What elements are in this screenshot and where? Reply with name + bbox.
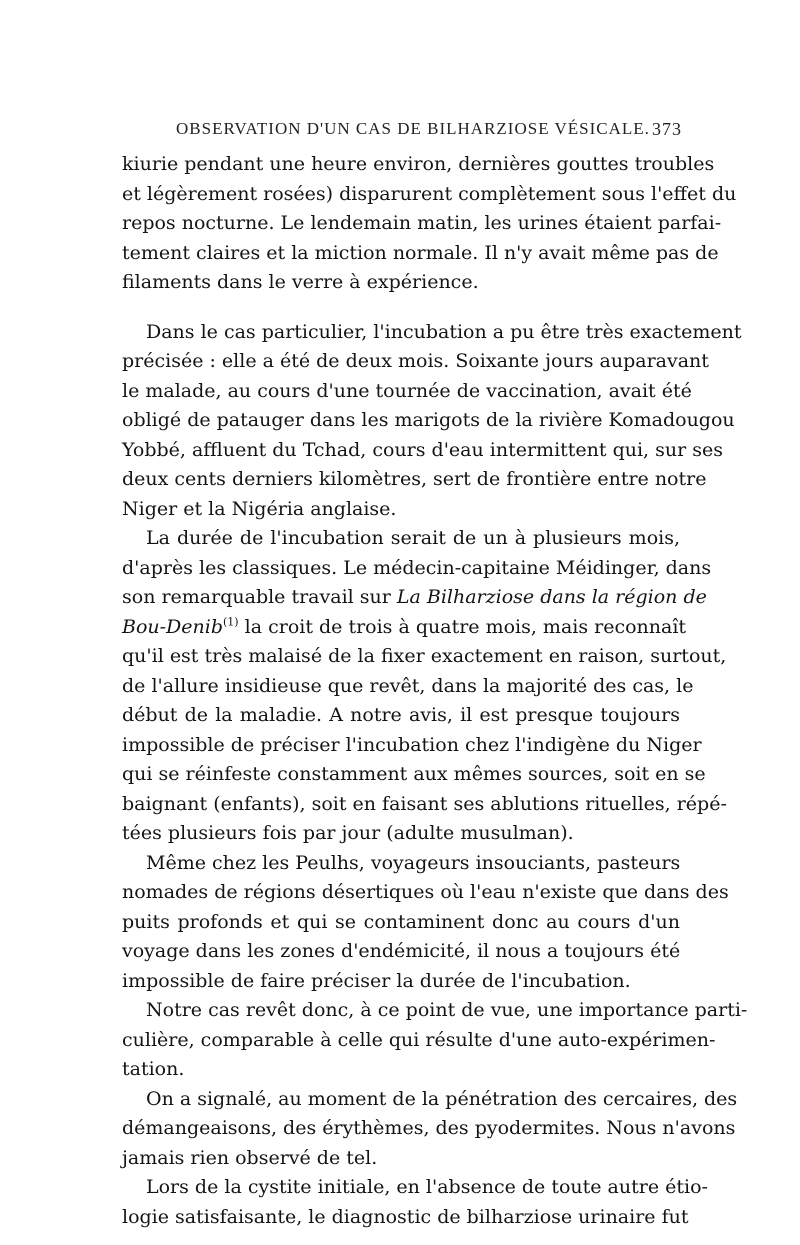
text-span: la croit de trois à quatre mois, mais reconnaît: [238, 615, 687, 638]
page-number: 373: [652, 119, 682, 139]
text-line: nomades de régions désertiques où l'eau n'existe que dans des: [122, 881, 729, 903]
footnote-marker: (1): [223, 615, 239, 629]
text-span: son remarquable travail sur: [122, 586, 397, 608]
text-line: Yobbé, affluent du Tchad, cours d'eau intermittent qui, sur ses: [122, 438, 723, 461]
paragraph: [122, 996, 748, 1085]
text-line: culière, comparable à celle qui résulte d'une auto-expérimen-: [122, 1028, 716, 1051]
text-line: filaments dans le verre à expérience.: [122, 271, 479, 293]
paragraph: [122, 318, 742, 525]
text-line: baignant (enfants), soit en faisant ses ablutions rituelles, répé-: [122, 792, 727, 815]
text-line: puits profonds et qui se contaminent donc au cours d'un: [122, 910, 680, 933]
text-line: Dans le cas particulier, l'incubation a pu être très exactement: [146, 320, 742, 343]
text-line: Même chez les Peulhs, voyageurs insouciants, pasteurs: [146, 851, 681, 874]
text-line: obligé de patauger dans les marigots de la rivière Komadougou: [122, 409, 735, 431]
text-line: tation.: [122, 1058, 185, 1080]
text-line: précisée : elle a été de deux mois. Soixante jours auparavant: [122, 350, 709, 372]
text-line: et légèrement rosées) disparurent complètement sous l'effet du: [122, 182, 737, 205]
text-line: logie satisfaisante, le diagnostic de bilharziose urinaire fut: [122, 1205, 689, 1228]
paragraph: [122, 1173, 708, 1232]
text-line: tées plusieurs fois par jour (adulte musulman).: [122, 822, 574, 844]
text-line: On a signalé, au moment de la pénétration des cercaires, des: [146, 1087, 738, 1110]
paragraph: [122, 524, 727, 849]
text-line: deux cents derniers kilomètres, sert de frontière entre notre: [122, 468, 707, 490]
text-line: repos nocturne. Le lendemain matin, les urines étaient parfai-: [122, 212, 722, 234]
text-line: kiurie pendant une heure environ, dernières gouttes troubles: [122, 153, 715, 175]
paragraph: [122, 849, 729, 997]
text-line: Lors de la cystite initiale, en l'absence de toute autre étio-: [146, 1176, 708, 1198]
text-line: [122, 613, 687, 643]
text-line: impossible de faire préciser la durée de l'incubation.: [122, 969, 631, 992]
text-line: début de la maladie. A notre avis, il est presque toujours: [122, 704, 680, 726]
paragraph: [122, 150, 737, 298]
text-line: qui se réinfeste constamment aux mêmes sources, soit en se: [122, 763, 706, 785]
text-line: jamais rien observé de tel.: [122, 1146, 378, 1169]
text-line: le malade, au cours d'une tournée de vaccination, avait été: [122, 379, 692, 402]
paragraph-gap: [122, 298, 680, 318]
text-line: [122, 583, 707, 613]
paragraph: [122, 1085, 738, 1174]
text-line: voyage dans les zones d'endémicité, il nous a toujours été: [122, 940, 681, 962]
body-text: [122, 150, 748, 1232]
text-line: démangeaisons, des érythèmes, des pyodermites. Nous n'avons: [122, 1117, 736, 1139]
running-title: OBSERVATION D'UN CAS DE BILHARZIOSE VÉSICALE.: [176, 119, 650, 138]
text-line: Notre cas revêt donc, à ce point de vue, une importance parti-: [146, 999, 748, 1021]
italic-title: Bou-Denib: [122, 615, 224, 638]
text-line: de l'allure insidieuse que revêt, dans la majorité des cas, le: [122, 674, 694, 697]
italic-title: La Bilharziose dans la région de: [396, 586, 707, 608]
running-head: [122, 119, 682, 143]
text-line: qu'il est très malaisé de la fixer exactement en raison, surtout,: [122, 645, 727, 667]
text-line: La durée de l'incubation serait de un à plusieurs mois,: [146, 527, 680, 549]
text-line: Niger et la Nigéria anglaise.: [122, 497, 397, 520]
text-line: d'après les classiques. Le médecin-capitaine Méidinger, dans: [122, 556, 712, 579]
text-line: impossible de préciser l'incubation chez l'indigène du Niger: [122, 733, 702, 756]
text-line: tement claires et la miction normale. Il n'y avait même pas de: [122, 241, 719, 264]
